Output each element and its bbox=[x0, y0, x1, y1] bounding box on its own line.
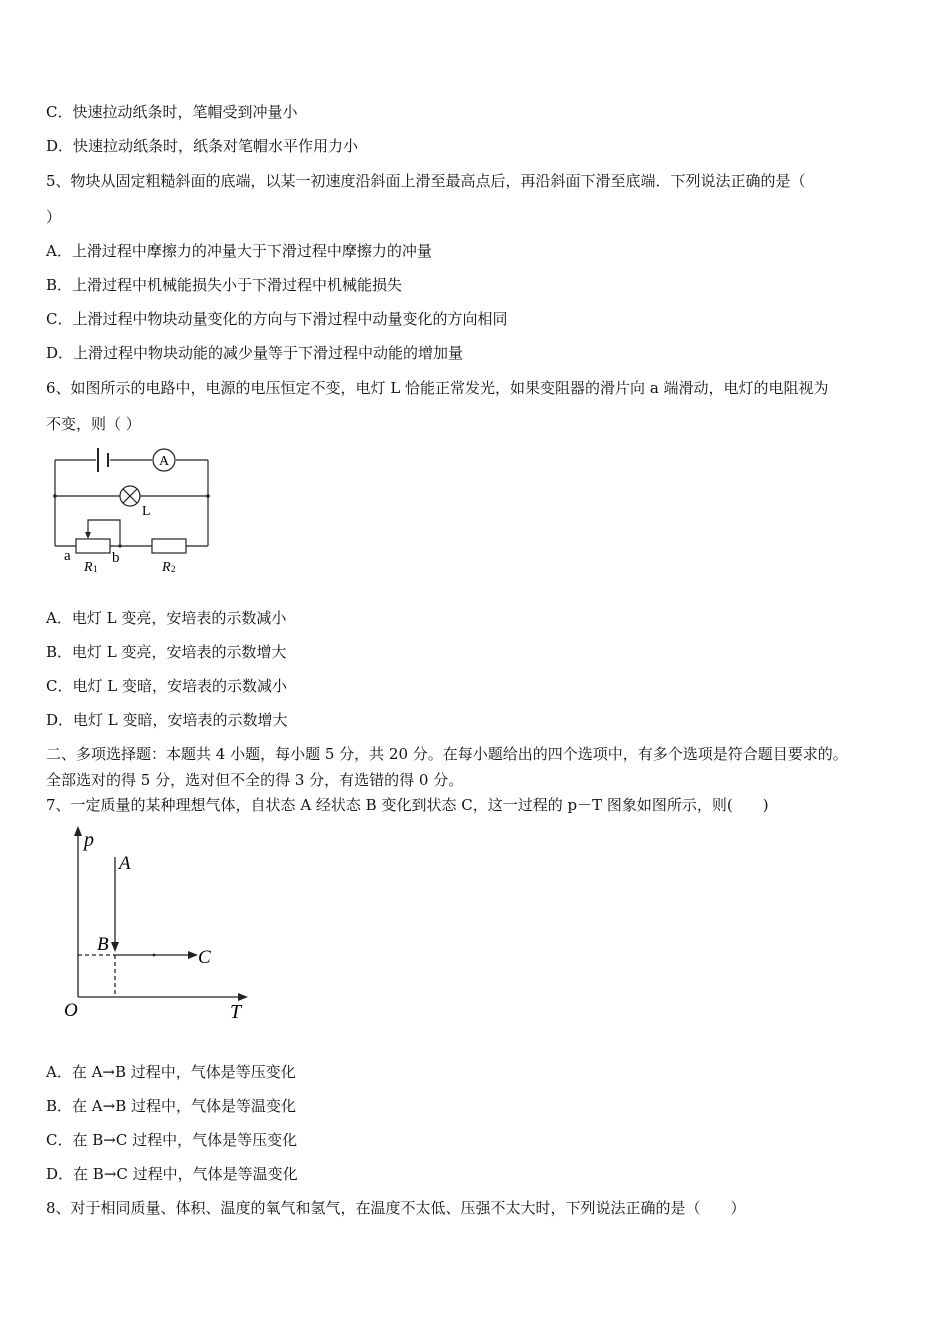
q7-pt-graph bbox=[58, 822, 258, 1026]
r2-subscript: 2 bbox=[171, 564, 176, 574]
q6-circuit-diagram bbox=[50, 442, 220, 582]
state-c-label: C bbox=[198, 947, 211, 968]
q8-stem: 8、对于相同质量、体积、温度的氧气和氢气，在温度不太低、压强不太大时，下列说法正确的是（ ） bbox=[46, 1199, 746, 1217]
q6-option-c: C．电灯 L 变暗，安培表的示数减小 bbox=[46, 677, 287, 695]
r1-label: R bbox=[84, 560, 93, 575]
q6-option-a: A．电灯 L 变亮，安培表的示数减小 bbox=[46, 609, 287, 627]
terminal-b-label: b bbox=[112, 550, 120, 566]
rheostat-r1 bbox=[76, 539, 110, 553]
rheostat-slider bbox=[88, 520, 120, 546]
q7-option-b: B．在 A→B 过程中，气体是等温变化 bbox=[46, 1097, 296, 1115]
q4-option-d: D．快速拉动纸条时，纸条对笔帽水平作用力小 bbox=[46, 137, 359, 155]
q6-option-b: B．电灯 L 变亮，安培表的示数增大 bbox=[46, 643, 287, 661]
q5-option-d: D．上滑过程中物块动能的减少量等于下滑过程中动能的增加量 bbox=[46, 344, 464, 362]
section2-line1: 二、多项选择题：本题共 4 小题，每小题 5 分，共 20 分。在每小题给出的四个选项中，有多个选项是符合题目要求的。 bbox=[46, 745, 848, 763]
origin-label: O bbox=[64, 1000, 78, 1021]
q5-option-a: A．上滑过程中摩擦力的冲量大于下滑过程中摩擦力的冲量 bbox=[46, 242, 432, 260]
p-axis-label: p bbox=[84, 829, 94, 851]
section2-line2: 全部选对的得 5 分，选对但不全的得 3 分，有选错的得 0 分。 bbox=[46, 771, 464, 789]
r2-label: R bbox=[162, 560, 171, 575]
q7-option-d: D．在 B→C 过程中，气体是等温变化 bbox=[46, 1165, 298, 1183]
q5-stem-line2: ） bbox=[46, 208, 62, 226]
q5-option-b: B．上滑过程中机械能损失小于下滑过程中机械能损失 bbox=[46, 276, 403, 294]
q6-stem-line1: 6、如图所示的电路中，电源的电压恒定不变，电灯 L 恰能正常发光，如果变阻器的滑片向 a 端滑动，电灯的电阻视为 bbox=[46, 379, 829, 397]
r1-subscript: 1 bbox=[93, 564, 98, 574]
lamp-label: L bbox=[142, 504, 151, 519]
state-b-label: B bbox=[97, 934, 109, 955]
q6-stem-line2: 不变，则（ ） bbox=[46, 415, 141, 433]
q7-stem: 7、一定质量的某种理想气体，自状态 A 经状态 B 变化到状态 C，这一过程的 p－T 图象如图所示，则( ) bbox=[46, 796, 769, 814]
q7-option-a: A．在 A→B 过程中，气体是等压变化 bbox=[46, 1063, 296, 1081]
q6-option-d: D．电灯 L 变暗，安培表的示数增大 bbox=[46, 711, 288, 729]
resistor-r2 bbox=[152, 539, 186, 553]
q5-stem-line1: 5、物块从固定粗糙斜面的底端，以某一初速度沿斜面上滑至最高点后，再沿斜面下滑至底端．下列说法正确的是（ bbox=[46, 172, 806, 190]
state-a-label: A bbox=[119, 853, 131, 874]
q4-option-c: C．快速拉动纸条时，笔帽受到冲量小 bbox=[46, 103, 298, 121]
t-axis-label: T bbox=[230, 1001, 242, 1023]
q5-option-c: C．上滑过程中物块动量变化的方向与下滑过程中动量变化的方向相同 bbox=[46, 310, 508, 328]
q7-option-c: C．在 B→C 过程中，气体是等压变化 bbox=[46, 1131, 298, 1149]
terminal-a-label: a bbox=[64, 548, 71, 564]
ammeter-label: A bbox=[158, 454, 170, 469]
